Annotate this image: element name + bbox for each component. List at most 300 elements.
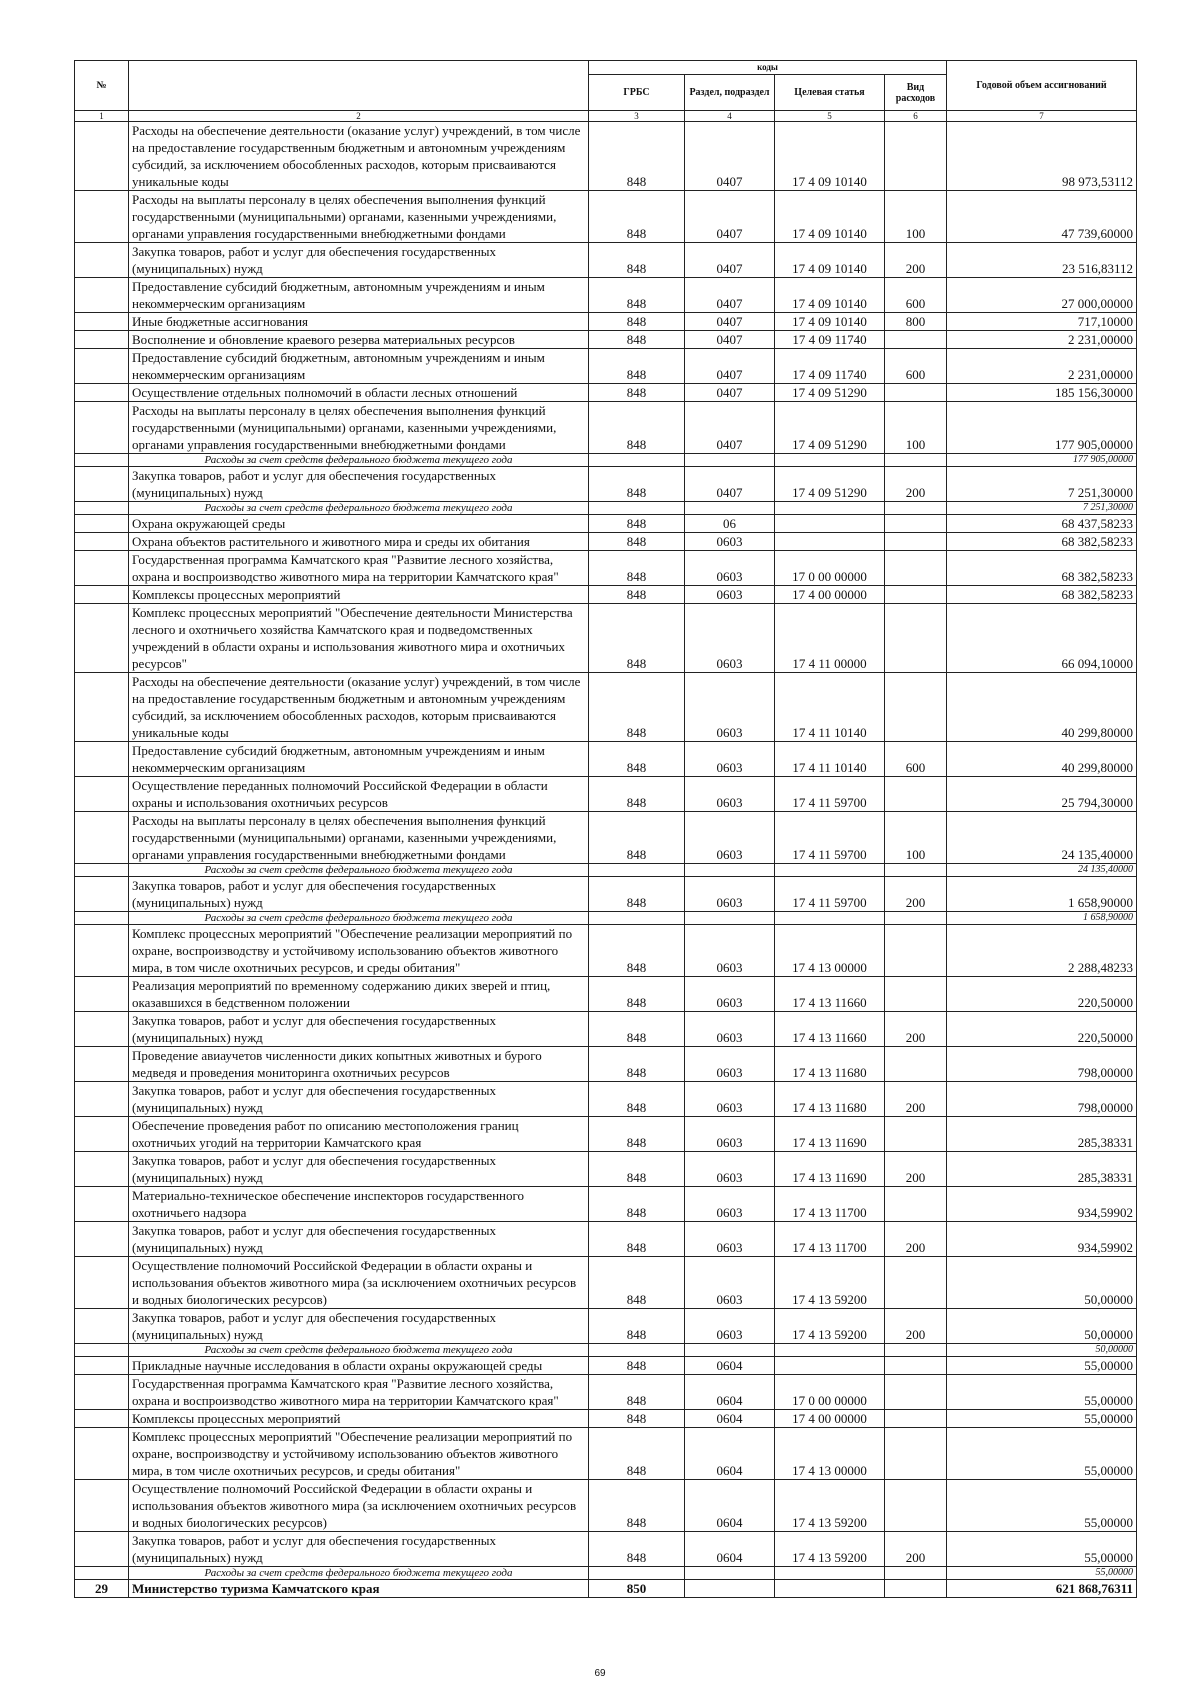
row-name: Материально-техническое обеспечение инспекторов государственного охотничьего надзора xyxy=(129,1187,589,1222)
table-row xyxy=(75,384,1137,402)
row-grbs: 848 xyxy=(589,1187,685,1222)
row-grbs xyxy=(589,864,685,877)
row-tselevaya xyxy=(775,864,885,877)
row-razdel: 0603 xyxy=(685,742,775,777)
row-sum: 7 251,30000 xyxy=(947,467,1137,502)
row-number xyxy=(75,122,129,191)
row-number xyxy=(75,1410,129,1428)
row-sum: 23 516,83112 xyxy=(947,243,1137,278)
row-tselevaya: 17 4 13 00000 xyxy=(775,1428,885,1480)
row-grbs: 848 xyxy=(589,313,685,331)
row-sum: 27 000,00000 xyxy=(947,278,1137,313)
row-grbs: 848 xyxy=(589,122,685,191)
row-tselevaya xyxy=(775,1344,885,1357)
row-grbs: 848 xyxy=(589,1428,685,1480)
row-sum: 934,59902 xyxy=(947,1222,1137,1257)
row-grbs: 848 xyxy=(589,1309,685,1344)
row-grbs: 848 xyxy=(589,1480,685,1532)
row-grbs: 848 xyxy=(589,533,685,551)
row-name: Закупка товаров, работ и услуг для обеспечения государственных (муниципальных) нужд xyxy=(129,1152,589,1187)
row-vid: 600 xyxy=(885,349,947,384)
row-sum: 7 251,30000 xyxy=(947,502,1137,515)
row-name: Расходы за счет средств федерального бюджета текущего года xyxy=(129,912,589,925)
row-vid xyxy=(885,1187,947,1222)
row-sum: 621 868,76311 xyxy=(947,1580,1137,1598)
row-grbs: 848 xyxy=(589,551,685,586)
row-tselevaya: 17 4 09 10140 xyxy=(775,243,885,278)
row-sum: 55,00000 xyxy=(947,1357,1137,1375)
row-name: Комплексы процессных мероприятий xyxy=(129,1410,589,1428)
header-annual: Годовой объем ассигнований xyxy=(947,61,1137,111)
row-razdel: 0603 xyxy=(685,1257,775,1309)
table-row xyxy=(75,515,1137,533)
row-vid: 200 xyxy=(885,1532,947,1567)
row-vid xyxy=(885,533,947,551)
col-number: 3 xyxy=(589,111,685,122)
row-tselevaya: 17 4 13 59200 xyxy=(775,1309,885,1344)
row-sum: 68 382,58233 xyxy=(947,586,1137,604)
row-razdel: 0603 xyxy=(685,1082,775,1117)
row-name: Иные бюджетные ассигнования xyxy=(129,313,589,331)
row-number xyxy=(75,349,129,384)
table-row xyxy=(75,1357,1137,1375)
table-row xyxy=(75,551,1137,586)
header-tselevaya: Целевая статья xyxy=(775,75,885,111)
table-row-note xyxy=(75,454,1137,467)
row-vid xyxy=(885,912,947,925)
row-tselevaya: 17 4 13 59200 xyxy=(775,1480,885,1532)
row-name: Комплекс процессных мероприятий "Обеспечение деятельности Министерства лесного и охотничьего хозяйства Камчатского края и подведомственных учреждений в области охраны и использования животного мира и охотничьих ресурсов" xyxy=(129,604,589,673)
row-number xyxy=(75,402,129,454)
row-vid xyxy=(885,864,947,877)
row-grbs: 848 xyxy=(589,1410,685,1428)
row-sum: 1 658,90000 xyxy=(947,877,1137,912)
row-tselevaya: 17 4 13 11660 xyxy=(775,977,885,1012)
row-tselevaya: 17 4 09 10140 xyxy=(775,313,885,331)
row-number xyxy=(75,191,129,243)
row-grbs: 848 xyxy=(589,243,685,278)
row-name: Закупка товаров, работ и услуг для обеспечения государственных (муниципальных) нужд xyxy=(129,467,589,502)
row-name: Расходы за счет средств федерального бюджета текущего года xyxy=(129,502,589,515)
row-tselevaya xyxy=(775,1567,885,1580)
row-razdel: 0604 xyxy=(685,1428,775,1480)
row-tselevaya: 17 4 13 00000 xyxy=(775,925,885,977)
col-number: 4 xyxy=(685,111,775,122)
row-razdel: 0407 xyxy=(685,313,775,331)
row-number xyxy=(75,812,129,864)
row-name: Осуществление переданных полномочий Российской Федерации в области охраны и использования охотничьих ресурсов xyxy=(129,777,589,812)
table-row xyxy=(75,191,1137,243)
table-row xyxy=(75,1082,1137,1117)
row-razdel: 0603 xyxy=(685,1187,775,1222)
row-vid xyxy=(885,586,947,604)
header-num: № xyxy=(75,61,129,111)
row-razdel: 0603 xyxy=(685,586,775,604)
row-name: Осуществление отдельных полномочий в области лесных отношений xyxy=(129,384,589,402)
row-grbs: 848 xyxy=(589,1375,685,1410)
row-grbs: 848 xyxy=(589,673,685,742)
table-row xyxy=(75,1117,1137,1152)
row-grbs: 848 xyxy=(589,1047,685,1082)
row-grbs xyxy=(589,502,685,515)
row-name: Государственная программа Камчатского края "Развитие лесного хозяйства, охрана и воспроизводство животного мира на территории Камчатского края" xyxy=(129,551,589,586)
row-sum: 177 905,00000 xyxy=(947,454,1137,467)
row-tselevaya: 17 4 13 59200 xyxy=(775,1532,885,1567)
row-vid: 100 xyxy=(885,191,947,243)
header-razdel: Раздел, подраздел xyxy=(685,75,775,111)
row-razdel xyxy=(685,912,775,925)
header-grbs: ГРБС xyxy=(589,75,685,111)
row-grbs: 848 xyxy=(589,742,685,777)
table-row xyxy=(75,604,1137,673)
row-sum: 798,00000 xyxy=(947,1082,1137,1117)
row-sum: 40 299,80000 xyxy=(947,742,1137,777)
row-vid xyxy=(885,1344,947,1357)
row-number xyxy=(75,586,129,604)
row-number xyxy=(75,877,129,912)
row-vid: 200 xyxy=(885,1152,947,1187)
table-row xyxy=(75,742,1137,777)
row-razdel: 0407 xyxy=(685,191,775,243)
row-number xyxy=(75,742,129,777)
row-number xyxy=(75,777,129,812)
row-number xyxy=(75,515,129,533)
table-row xyxy=(75,1047,1137,1082)
row-grbs: 848 xyxy=(589,1257,685,1309)
row-grbs: 848 xyxy=(589,604,685,673)
table-row xyxy=(75,349,1137,384)
row-grbs: 848 xyxy=(589,1152,685,1187)
row-tselevaya: 17 4 00 00000 xyxy=(775,586,885,604)
row-grbs: 848 xyxy=(589,515,685,533)
row-grbs: 848 xyxy=(589,349,685,384)
row-tselevaya: 17 4 13 11690 xyxy=(775,1117,885,1152)
row-razdel: 0603 xyxy=(685,877,775,912)
row-razdel xyxy=(685,1567,775,1580)
row-grbs: 848 xyxy=(589,1082,685,1117)
row-razdel: 06 xyxy=(685,515,775,533)
row-razdel: 0407 xyxy=(685,278,775,313)
row-name: Проведение авиаучетов численности диких копытных животных и бурого медведя и проведения мониторинга охотничьих ресурсов xyxy=(129,1047,589,1082)
row-name: Закупка товаров, работ и услуг для обеспечения государственных (муниципальных) нужд xyxy=(129,1082,589,1117)
row-number xyxy=(75,243,129,278)
row-razdel: 0603 xyxy=(685,1012,775,1047)
table-row-note xyxy=(75,502,1137,515)
row-grbs: 848 xyxy=(589,402,685,454)
table-row xyxy=(75,313,1137,331)
row-number xyxy=(75,1117,129,1152)
row-tselevaya: 17 4 11 59700 xyxy=(775,812,885,864)
row-grbs xyxy=(589,454,685,467)
row-name: Расходы на выплаты персоналу в целях обеспечения выполнения функций государственными (муниципальными) органами, казенными учреждениями, органами управления государственными внебюджетными фондами xyxy=(129,191,589,243)
table-row xyxy=(75,586,1137,604)
row-sum: 66 094,10000 xyxy=(947,604,1137,673)
row-grbs: 848 xyxy=(589,586,685,604)
row-name: Расходы за счет средств федерального бюджета текущего года xyxy=(129,864,589,877)
row-tselevaya: 17 4 11 10140 xyxy=(775,673,885,742)
row-number xyxy=(75,384,129,402)
row-razdel: 0604 xyxy=(685,1375,775,1410)
row-vid: 100 xyxy=(885,812,947,864)
row-number xyxy=(75,454,129,467)
row-sum: 798,00000 xyxy=(947,1047,1137,1082)
row-tselevaya: 17 4 13 11700 xyxy=(775,1222,885,1257)
row-tselevaya: 17 4 13 11690 xyxy=(775,1152,885,1187)
row-vid xyxy=(885,1047,947,1082)
row-sum: 47 739,60000 xyxy=(947,191,1137,243)
row-grbs: 848 xyxy=(589,1532,685,1567)
row-sum: 68 382,58233 xyxy=(947,533,1137,551)
row-vid xyxy=(885,1117,947,1152)
row-sum: 98 973,53112 xyxy=(947,122,1137,191)
row-razdel: 0603 xyxy=(685,1117,775,1152)
row-razdel: 0407 xyxy=(685,349,775,384)
row-grbs: 848 xyxy=(589,278,685,313)
row-tselevaya: 17 4 11 59700 xyxy=(775,877,885,912)
header-name xyxy=(129,61,589,111)
table-row xyxy=(75,1152,1137,1187)
row-number xyxy=(75,1309,129,1344)
row-name: Расходы на выплаты персоналу в целях обеспечения выполнения функций государственными (муниципальными) органами, казенными учреждениями, органами управления государственными внебюджетными фондами xyxy=(129,812,589,864)
row-vid: 200 xyxy=(885,1012,947,1047)
row-name: Предоставление субсидий бюджетным, автономным учреждениям и иным некоммерческим организациям xyxy=(129,349,589,384)
row-grbs: 848 xyxy=(589,1357,685,1375)
row-vid: 200 xyxy=(885,1222,947,1257)
row-vid xyxy=(885,1580,947,1598)
row-vid xyxy=(885,122,947,191)
row-razdel xyxy=(685,864,775,877)
row-grbs xyxy=(589,912,685,925)
table-row xyxy=(75,122,1137,191)
col-number: 5 xyxy=(775,111,885,122)
row-tselevaya: 17 4 09 51290 xyxy=(775,467,885,502)
row-vid xyxy=(885,1257,947,1309)
row-grbs xyxy=(589,1344,685,1357)
table-row-note xyxy=(75,1567,1137,1580)
row-razdel: 0407 xyxy=(685,331,775,349)
row-number xyxy=(75,533,129,551)
row-vid: 200 xyxy=(885,1082,947,1117)
row-sum: 55,00000 xyxy=(947,1480,1137,1532)
row-tselevaya: 17 4 09 11740 xyxy=(775,331,885,349)
table-row xyxy=(75,1480,1137,1532)
row-name: Расходы за счет средств федерального бюджета текущего года xyxy=(129,1344,589,1357)
row-sum: 55,00000 xyxy=(947,1410,1137,1428)
table-row xyxy=(75,977,1137,1012)
row-vid xyxy=(885,454,947,467)
row-sum: 50,00000 xyxy=(947,1344,1137,1357)
row-tselevaya: 17 4 09 10140 xyxy=(775,278,885,313)
row-name: Расходы за счет средств федерального бюджета текущего года xyxy=(129,454,589,467)
row-sum: 1 658,90000 xyxy=(947,912,1137,925)
row-grbs: 848 xyxy=(589,384,685,402)
table-row xyxy=(75,1428,1137,1480)
row-sum: 2 231,00000 xyxy=(947,349,1137,384)
row-tselevaya: 17 4 13 11660 xyxy=(775,1012,885,1047)
row-tselevaya: 17 4 09 10140 xyxy=(775,122,885,191)
row-number xyxy=(75,1187,129,1222)
row-tselevaya: 17 4 11 10140 xyxy=(775,742,885,777)
row-tselevaya: 17 4 11 00000 xyxy=(775,604,885,673)
table-row xyxy=(75,533,1137,551)
row-razdel: 0603 xyxy=(685,1222,775,1257)
row-sum: 220,50000 xyxy=(947,1012,1137,1047)
header-row-top xyxy=(75,61,1137,75)
table-row xyxy=(75,1375,1137,1410)
col-number: 1 xyxy=(75,111,129,122)
table-row xyxy=(75,278,1137,313)
row-vid: 100 xyxy=(885,402,947,454)
row-tselevaya xyxy=(775,533,885,551)
row-vid xyxy=(885,1567,947,1580)
row-vid xyxy=(885,977,947,1012)
budget-document xyxy=(74,60,1136,1598)
row-number xyxy=(75,912,129,925)
row-sum: 24 135,40000 xyxy=(947,864,1137,877)
row-tselevaya: 17 4 13 11680 xyxy=(775,1047,885,1082)
row-razdel: 0604 xyxy=(685,1410,775,1428)
row-razdel: 0603 xyxy=(685,1152,775,1187)
row-vid xyxy=(885,1480,947,1532)
table-row xyxy=(75,925,1137,977)
header-codes: коды xyxy=(589,61,947,75)
row-number xyxy=(75,1257,129,1309)
row-number xyxy=(75,1082,129,1117)
row-razdel: 0407 xyxy=(685,467,775,502)
row-vid xyxy=(885,1428,947,1480)
row-number xyxy=(75,1012,129,1047)
row-sum: 934,59902 xyxy=(947,1187,1137,1222)
row-vid: 200 xyxy=(885,877,947,912)
row-number xyxy=(75,1047,129,1082)
row-name: Прикладные научные исследования в области охраны окружающей среды xyxy=(129,1357,589,1375)
row-name: Расходы на обеспечение деятельности (оказание услуг) учреждений, в том числе на предоставление государственным бюджетным и автономным учреждениям субсидий, за исключением обособленных расходов, которым присваиваются уникальные коды xyxy=(129,122,589,191)
row-vid xyxy=(885,515,947,533)
row-name: Охрана окружающей среды xyxy=(129,515,589,533)
row-sum: 55,00000 xyxy=(947,1375,1137,1410)
table-row xyxy=(75,1410,1137,1428)
row-number xyxy=(75,864,129,877)
row-razdel: 0604 xyxy=(685,1480,775,1532)
row-name: Комплексы процессных мероприятий xyxy=(129,586,589,604)
row-razdel: 0603 xyxy=(685,551,775,586)
table-row xyxy=(75,1187,1137,1222)
table-row xyxy=(75,1580,1137,1598)
row-name: Предоставление субсидий бюджетным, автономным учреждениям и иным некоммерческим организациям xyxy=(129,278,589,313)
row-razdel: 0407 xyxy=(685,402,775,454)
row-number xyxy=(75,1567,129,1580)
row-grbs: 848 xyxy=(589,331,685,349)
row-sum: 2 231,00000 xyxy=(947,331,1137,349)
row-number xyxy=(75,925,129,977)
row-name: Закупка товаров, работ и услуг для обеспечения государственных (муниципальных) нужд xyxy=(129,1532,589,1567)
row-razdel: 0603 xyxy=(685,977,775,1012)
table-row-note xyxy=(75,912,1137,925)
row-number xyxy=(75,467,129,502)
row-vid: 200 xyxy=(885,243,947,278)
budget-table xyxy=(74,60,1137,1598)
row-tselevaya: 17 4 00 00000 xyxy=(775,1410,885,1428)
row-number xyxy=(75,1480,129,1532)
row-number xyxy=(75,1375,129,1410)
table-row-note xyxy=(75,864,1137,877)
row-tselevaya xyxy=(775,1580,885,1598)
row-sum: 220,50000 xyxy=(947,977,1137,1012)
table-row xyxy=(75,243,1137,278)
row-vid xyxy=(885,331,947,349)
row-grbs: 848 xyxy=(589,877,685,912)
row-tselevaya xyxy=(775,502,885,515)
row-vid xyxy=(885,925,947,977)
row-sum: 285,38331 xyxy=(947,1152,1137,1187)
row-sum: 25 794,30000 xyxy=(947,777,1137,812)
col-number: 7 xyxy=(947,111,1137,122)
row-razdel: 0603 xyxy=(685,1047,775,1082)
row-name: Расходы за счет средств федерального бюджета текущего года xyxy=(129,1567,589,1580)
row-tselevaya: 17 4 09 51290 xyxy=(775,384,885,402)
row-razdel: 0603 xyxy=(685,777,775,812)
table-row xyxy=(75,1222,1137,1257)
row-number xyxy=(75,1152,129,1187)
row-vid xyxy=(885,777,947,812)
table-row xyxy=(75,1532,1137,1567)
row-grbs: 848 xyxy=(589,977,685,1012)
row-sum: 185 156,30000 xyxy=(947,384,1137,402)
row-number xyxy=(75,1357,129,1375)
table-row xyxy=(75,467,1137,502)
row-vid xyxy=(885,502,947,515)
row-razdel xyxy=(685,1580,775,1598)
header-vid: Вид расходов xyxy=(885,75,947,111)
row-grbs: 848 xyxy=(589,777,685,812)
row-vid: 600 xyxy=(885,742,947,777)
row-tselevaya xyxy=(775,912,885,925)
row-sum: 40 299,80000 xyxy=(947,673,1137,742)
row-vid: 800 xyxy=(885,313,947,331)
row-razdel: 0407 xyxy=(685,384,775,402)
row-razdel: 0603 xyxy=(685,812,775,864)
table-row xyxy=(75,1012,1137,1047)
row-grbs: 848 xyxy=(589,1222,685,1257)
row-name: Комплекс процессных мероприятий "Обеспечение реализации мероприятий по охране, воспроизводству и устойчивому использованию объектов животного мира, в том числе охотничьих ресурсов, и среды обитания" xyxy=(129,1428,589,1480)
row-number xyxy=(75,551,129,586)
row-tselevaya: 17 4 13 59200 xyxy=(775,1257,885,1309)
row-razdel xyxy=(685,454,775,467)
row-number xyxy=(75,673,129,742)
row-sum: 68 382,58233 xyxy=(947,551,1137,586)
row-razdel: 0603 xyxy=(685,604,775,673)
row-sum: 177 905,00000 xyxy=(947,402,1137,454)
row-tselevaya xyxy=(775,515,885,533)
row-number xyxy=(75,278,129,313)
row-tselevaya: 17 4 09 10140 xyxy=(775,191,885,243)
page-number: 69 xyxy=(594,1668,606,1679)
row-razdel xyxy=(685,1344,775,1357)
row-name: Восполнение и обновление краевого резерва материальных ресурсов xyxy=(129,331,589,349)
row-sum: 285,38331 xyxy=(947,1117,1137,1152)
row-sum: 55,00000 xyxy=(947,1567,1137,1580)
row-tselevaya: 17 0 00 00000 xyxy=(775,1375,885,1410)
row-sum: 50,00000 xyxy=(947,1309,1137,1344)
row-name: Закупка товаров, работ и услуг для обеспечения государственных (муниципальных) нужд xyxy=(129,1222,589,1257)
row-name: Осуществление полномочий Российской Федерации в области охраны и использования объектов животного мира (за исключением охотничьих ресурсов и водных биологических ресурсов) xyxy=(129,1480,589,1532)
row-tselevaya: 17 4 13 11700 xyxy=(775,1187,885,1222)
row-vid xyxy=(885,551,947,586)
table-row xyxy=(75,1257,1137,1309)
table-row xyxy=(75,812,1137,864)
row-vid: 200 xyxy=(885,1309,947,1344)
row-name: Осуществление полномочий Российской Федерации в области охраны и использования объектов животного мира (за исключением охотничьих ресурсов и водных биологических ресурсов) xyxy=(129,1257,589,1309)
